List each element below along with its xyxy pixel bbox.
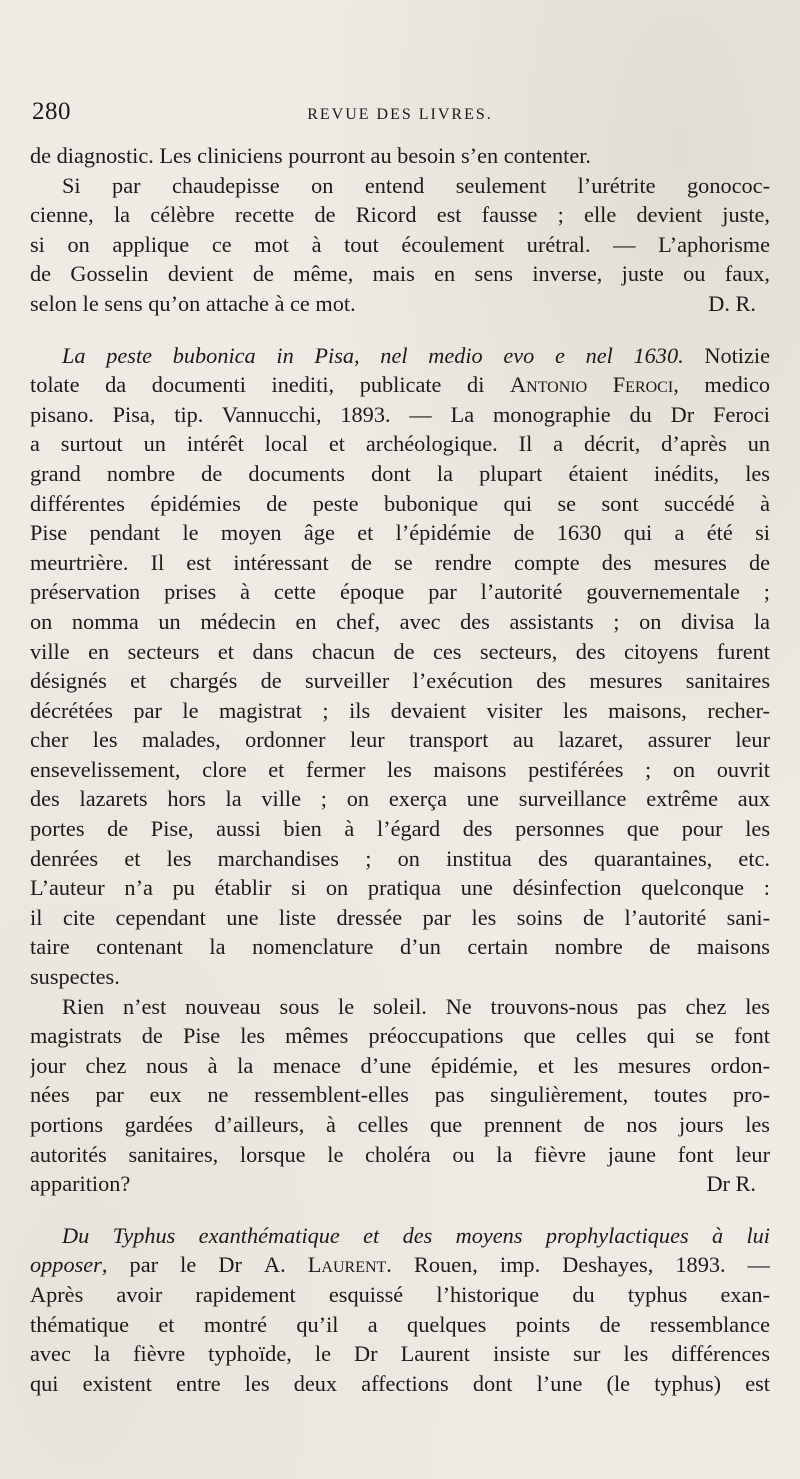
text-line: L’auteur n’a pu établir si on pratiqua une désinfection quelconque : [30, 875, 770, 901]
body-text [30, 141, 770, 1398]
text-fragment: tolate da documenti inediti, publicate di [30, 372, 485, 398]
book-title: Du Typhus exanthématique et des moyens prophylactiques à lui [62, 1222, 770, 1248]
text-line: désignés et chargés de surveiller l’exécution des mesures sanitaires [30, 668, 770, 694]
signature: D. R. [708, 290, 756, 316]
text-line: avec la fièvre typhoïde, le Dr Laurent insiste sur les différences [30, 1341, 770, 1367]
text-line: Après avoir rapidement esquissé l’historique du typhus exan- [30, 1281, 770, 1307]
text-line-end: apparition? [30, 1171, 131, 1197]
text-line-with-signature [30, 289, 770, 319]
text-line: meurtrière. Il est intéressant de se rendre compte des mesures de [30, 549, 770, 575]
book-title: La peste bubonica in Pisa, nel medio evo e nel 1630. [62, 342, 684, 368]
text-line: Pise pendant le moyen âge et l’épidémie de 1630 qui a été si [30, 520, 770, 546]
review-title-line [30, 341, 770, 371]
text-line: des lazarets hors la ville ; on exerça une surveillance extrême aux [30, 786, 770, 812]
text-line: pisano. Pisa, tip. Vannucchi, 1893. — La monographie du Dr Feroci [30, 401, 770, 427]
text-line: denrées et les marchandises ; on institua des quarantaines, etc. [30, 845, 770, 871]
text-line: suspectes. [30, 964, 120, 990]
text-line: de diagnostic. Les cliniciens pourront au besoin s’en contenter. [30, 143, 591, 168]
text-line: portions gardées d’ailleurs, à celles que prennent de nos jours les [30, 1112, 770, 1137]
text-line-end: selon le sens qu’on attache à ce mot. [30, 290, 356, 316]
text-line: on nomma un médecin en chef, avec des assistants ; on divisa la [30, 608, 770, 634]
page-number: 280 [32, 98, 71, 125]
text-line [30, 1250, 770, 1280]
text-line: il cite cependant une liste dressée par les soins de l’autorité sani- [30, 904, 770, 930]
text-line: Si par chaudepisse on entend seulement l’urétrite gonococ- [62, 172, 770, 198]
text-line: portes de Pise, aussi bien à l’égard des personnes que pour les [30, 816, 770, 842]
text-line: Rien n’est nouveau sous le soleil. Ne trouvons-nous pas chez les [62, 993, 770, 1019]
running-head: REVUE DES LIVRES. [307, 106, 493, 123]
text-line: ensevelissement, clore et fermer les maisons pestiférées ; on ouvrit [30, 756, 770, 782]
page-header [32, 98, 768, 132]
text-line-with-signature [30, 1169, 770, 1199]
text-line: a surtout un intérêt local et archéologique. Il a décrit, d’après un [30, 431, 770, 457]
review-title-line [30, 1221, 770, 1251]
text-line: taire contenant la nomenclature d’un certain nombre de maisons [30, 934, 770, 960]
text-line: différentes épidémies de peste bubonique qui se sont succédé à [30, 490, 770, 516]
text-line: thématique et montré qu’il a quelques points de ressemblance [30, 1311, 770, 1337]
text-fragment: Notizie [704, 342, 770, 368]
text-line: jour chez nous à la menace d’une épidémie, et les mesures ordon- [30, 1052, 770, 1078]
text-line: autorités sanitaires, lorsque le choléra ou la fièvre jaune font leur [30, 1141, 770, 1167]
section-gap [30, 319, 770, 341]
text-line: ville en secteurs et dans chacun de ces secteurs, des citoyens furent [30, 638, 770, 664]
text-line: nées par eux ne ressemblent-elles pas singulièrement, toutes pro- [30, 1082, 770, 1108]
text-line: décrétées par le magistrat ; ils devaient visiter les maisons, recher- [30, 697, 770, 723]
text-line [30, 370, 770, 400]
text-line: cher les malades, ordonner leur transport au lazaret, assurer leur [30, 727, 770, 753]
text-line: grand nombre de documents dont la plupart étaient inédits, les [30, 460, 770, 486]
text-fragment: , medico [673, 372, 770, 398]
author-name: Antonio Feroci [510, 372, 674, 398]
text-line: magistrats de Pise les mêmes préoccupations que celles qui se font [30, 1023, 770, 1049]
text-line: cienne, la célèbre recette de Ricord est fausse ; elle devient juste, [30, 202, 770, 228]
author-name: A. Laurent [264, 1252, 387, 1278]
signature: Dr R. [706, 1171, 756, 1197]
text-fragment: , par le Dr [101, 1252, 242, 1278]
text-line: si on applique ce mot à tout écoulement urétral. — L’aphorisme [30, 231, 770, 257]
text-line: préservation prises à cette époque par l’autorité gouvernementale ; [30, 579, 770, 605]
text-line: qui existent entre les deux affections dont l’une (le typhus) est [30, 1370, 770, 1396]
text-fragment: . Rouen, imp. Deshayes, 1893. — [386, 1252, 770, 1278]
section-gap [30, 1199, 770, 1221]
text-line: de Gosselin devient de même, mais en sens inverse, juste ou faux, [30, 261, 770, 287]
book-title-cont: opposer [30, 1252, 102, 1278]
